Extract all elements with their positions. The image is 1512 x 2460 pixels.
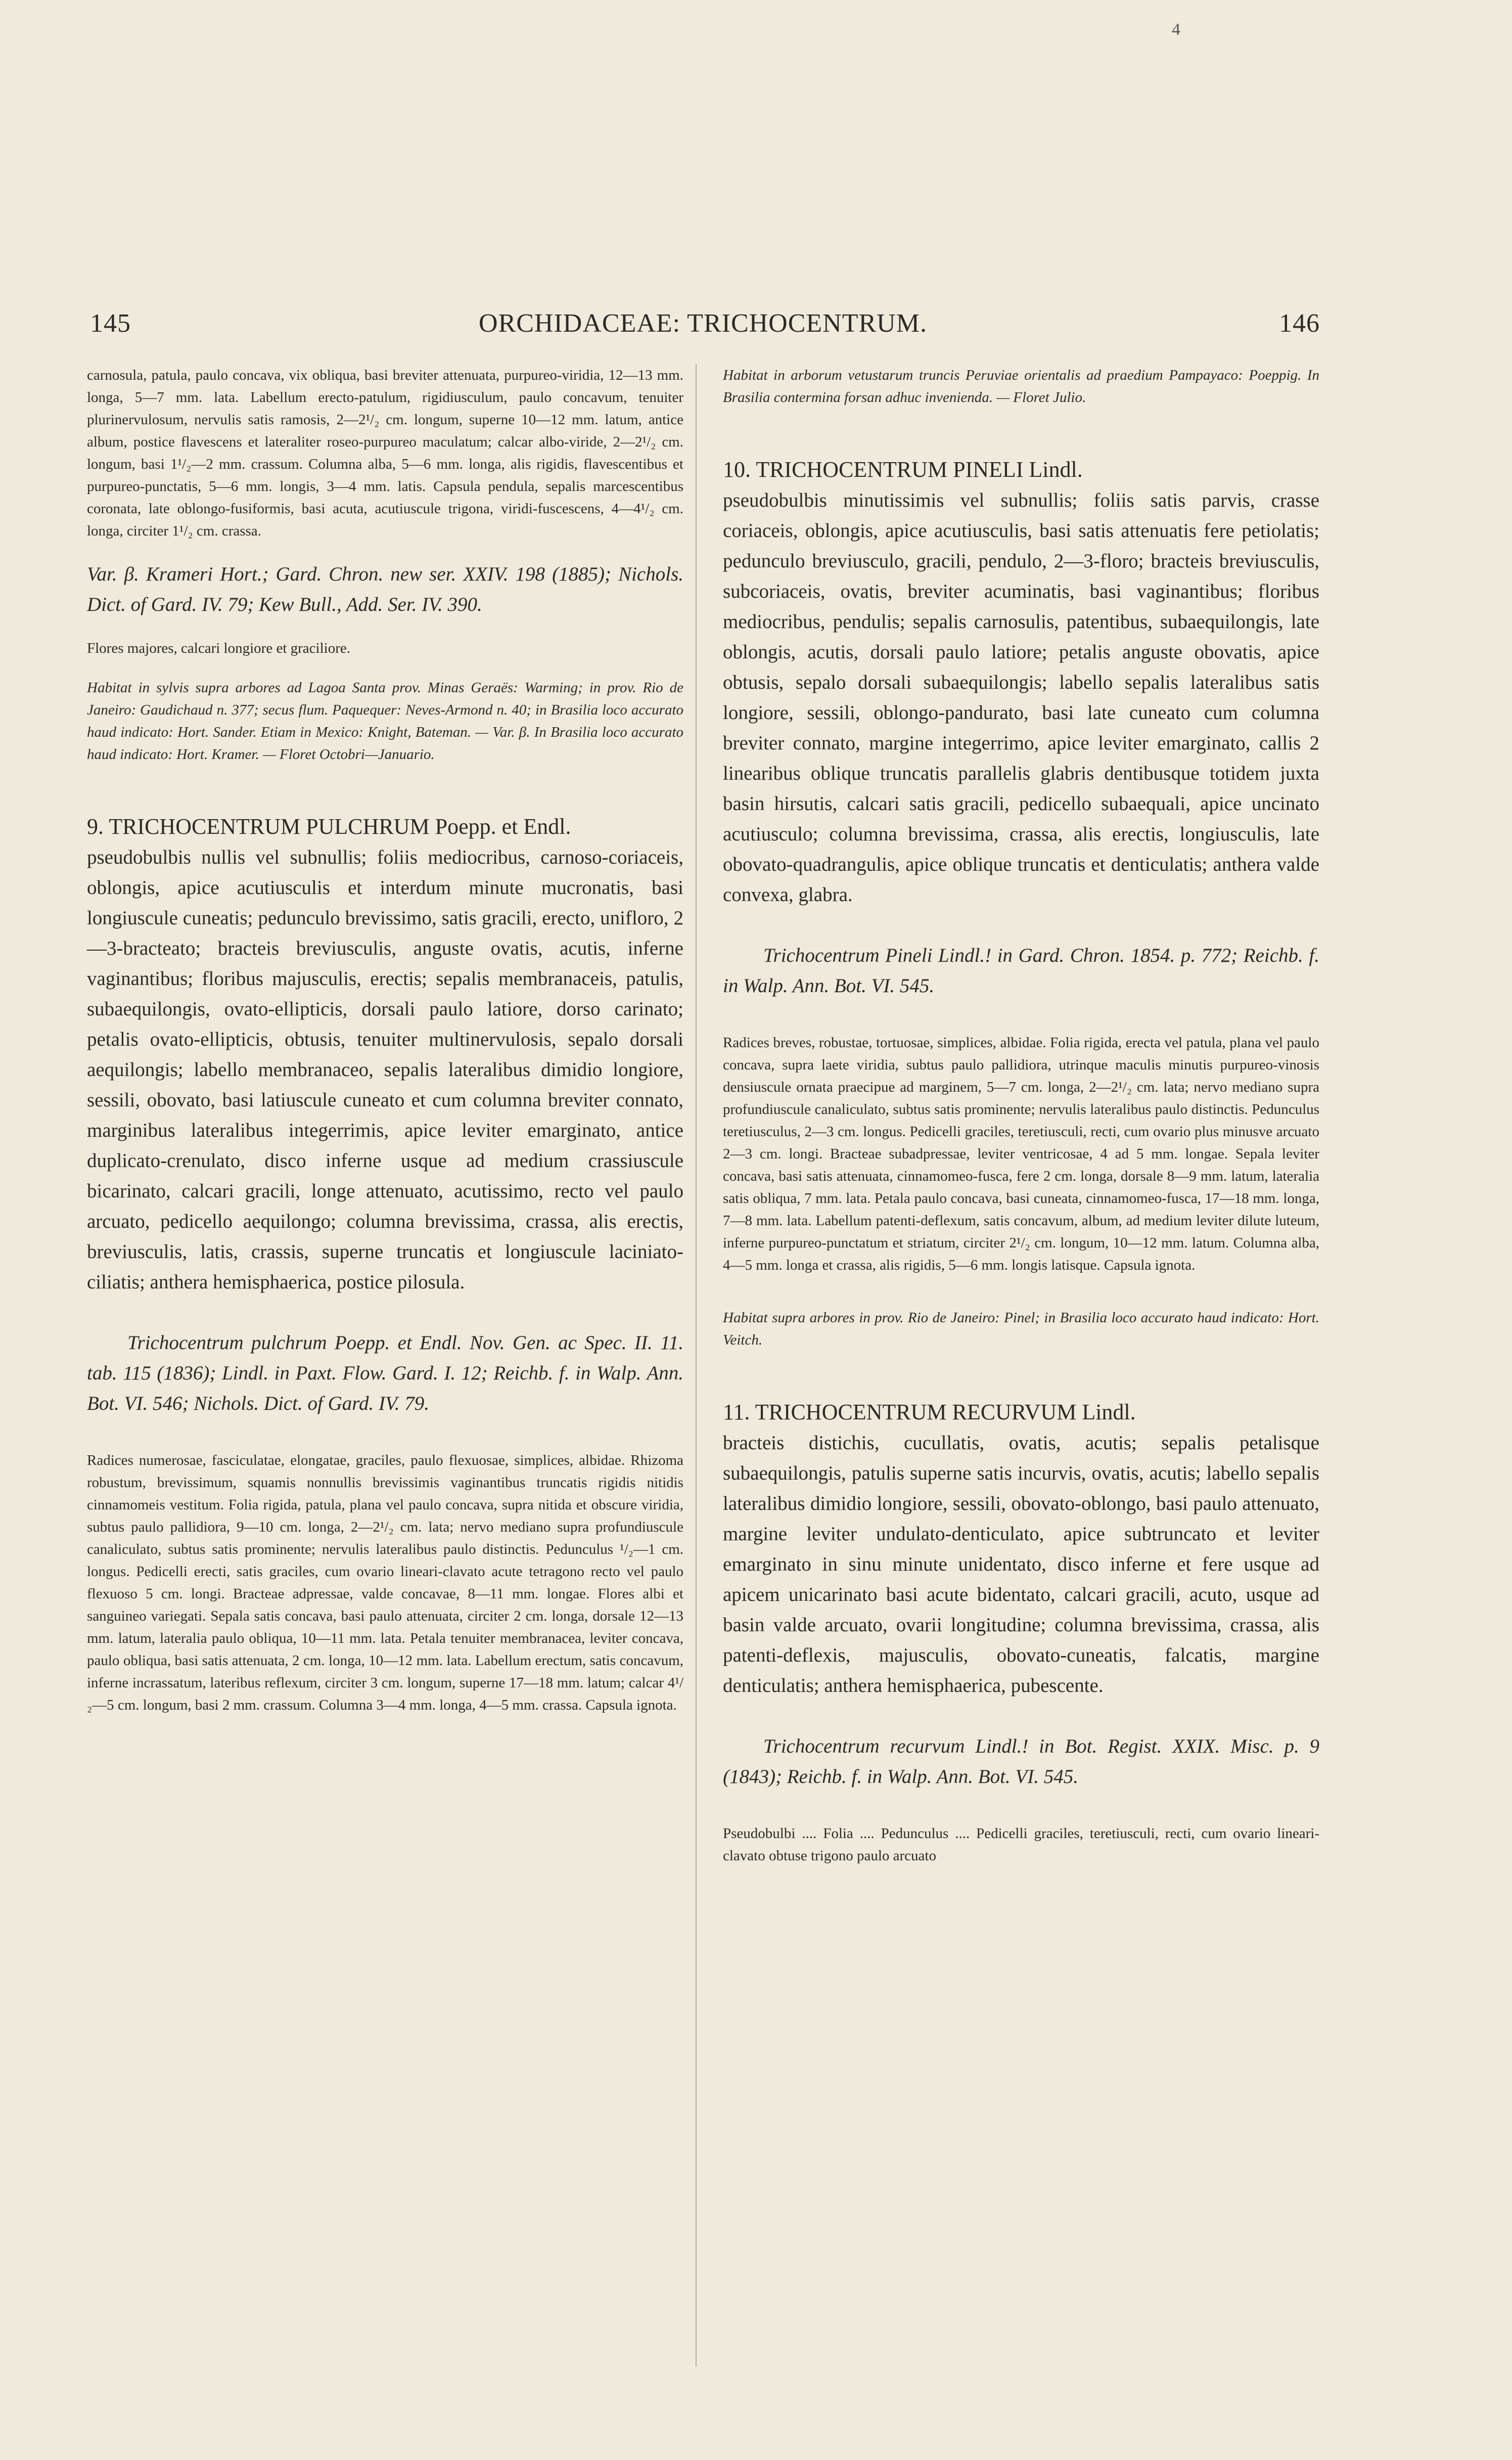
- species9-heading: 9. TRICHOCENTRUM PULCHRUM Poepp. et Endl.: [87, 814, 571, 839]
- left-column: [87, 364, 683, 1716]
- species11-description: bracteis distichis, cucullatis, ovatis, acutis; sepalis petalisque subaequilongis, patulis superne satis incurvis, ovatis, acutis; labello sepalis lateralibus dimidio longiore, sessili, obovato-oblongo, basi paulo attenuato, margine leviter undulato-denticulato, apice subtruncato et leviter emarginato in sinu minute unidentato, disco inferne et fere usque ad apicem unicarinato basi acute bidentato, calcari gracili, acuto, usque ad basin valde arcuato, ovarii longitudine; columna brevissima, crassa, alis patenti-deflexis, majusculis, obovato-cuneatis, falcatis, margine denticulatis; anthera hemisphaerica, pubescente.: [723, 1432, 1319, 1696]
- species9-description: pseudobulbis nullis vel subnullis; foliis mediocribus, carnoso-coriaceis, oblongis, apice acutiusculis et interdum minute mucronatis, basi longiuscule cuneatis; pedunculo brevissimo, satis gracili, erecto, unifloro, 2—3-bracteato; bracteis breviusculis, anguste ovatis, acutis, inferne vaginantibus; floribus majusculis, erectis; sepalis membranaceis, patulis, subaequilongis, ovato-ellipticis, dorsali paulo latiore, dorso carinato; petalis ovato-ellipticis, obtusis, tenuiter multinervulosis, sepalo dorsali aequilongis; labello membranaceo, sepalis lateralibus dimidio longiore, sessili, obovato, basi latiuscule cuneato et cum columna breviter connato, marginibus lateralibus integerrimis, apice leviter emarginato, antice duplicato-crenulato, disco inferne usque ad medium crassiuscule bicarinato, calcari gracili, longe attenuato, acutissimo, recto vel paulo arcuato, pedicello aequilongo; columna brevissima, crassa, alis erectis, breviusculis, latis, crassis, superne truncatis et longiuscule laciniato-ciliatis; anthera hemisphaerica, postice pilosula.: [87, 846, 683, 1293]
- species10-habitat: Habitat supra arbores in prov. Rio de Janeiro: Pinel; in Brasilia loco accurato haud indicato: Hort. Veitch.: [723, 1310, 1319, 1348]
- species11-detailed-description: Pseudobulbi .... Folia .... Pedunculus .... Pedicelli graciles, teretiusculi, recti, cum ovario lineari-clavato obtuse trigono paulo arcuato: [723, 1825, 1319, 1864]
- species8-continued-description: carnosula, patula, paulo concava, vix obliqua, basi breviter attenuata, purpureo-viridia, 12—13 mm. longa, 5—7 mm. lata. Labellum erecto-patulum, rigidiusculum, paulo concavum, tenuiter plurinervulosum, nervulis satis ramosis, 2—2¹/₂ cm. longum, superne 10—12 mm. latum, antice album, postice flavescens et lateraliter roseo-purpureo maculatum; calcar albo-viride, 2—2¹/₂ cm. longum, basi 1¹/₂—2 mm. crassum. Columna alba, 5—6 mm. longa, alis rigidis, flavescentibus et purpureo-punctatis, 5—6 mm. longis, 3—4 mm. latis. Capsula pendula, sepalis marcescentibus coronata, late oblongo-fusiformis, basi acuta, acutiuscule trigona, viridi-fuscescens, 4—4¹/₂ cm. longa, circiter 1¹/₂ cm. crassa.: [87, 367, 683, 539]
- header-title: ORCHIDACEAE: TRICHOCENTRUM.: [479, 309, 927, 338]
- species11-references: Trichocentrum recurvum Lindl.! in Bot. Regist. XXIX. Misc. p. 9 (1843); Reichb. f. in Walp. Ann. Bot. VI. 545.: [723, 1735, 1319, 1787]
- corner-mark: 4: [1172, 20, 1180, 39]
- species10-detailed-description: Radices breves, robustae, tortuosae, simplices, albidae. Folia rigida, erecta vel patula, plana vel paulo concava, supra laete viridia, subtus paulo pallidiora, utrinque maculis minutis purpureo-vinosis densiuscule ornata praecipue ad marginem, 5—7 cm. longa, 2—2¹/₂ cm. lata; nervo mediano supra profundiuscule canaliculato, subtus satis prominente; nervulis lateralibus paulo distinctis. Pedunculus teretiusculus, 2—3 cm. longus. Pedicelli graciles, teretiusculi, recti, cum ovario plus minusve arcuato 2—3 cm. longi. Bracteae subadpressae, leviter ventricosae, 4 ad 5 mm. longae. Sepala leviter concava, basi satis attenuata, cinnamomeo-fusca, fere 2 cm. longa, dorsale 8—9 mm. latum, lateralia satis obliqua, 7 mm. lata. Petala paulo concava, basi cuneata, cinnamomeo-fusca, 17—18 mm. longa, 7—8 mm. lata. Labellum patenti-deflexum, satis concavum, album, ad medium leviter dilute luteum, inferne purpureo-punctatum et striatum, circiter 2¹/₂ cm. longum, 10—12 mm. latum. Columna alba, 4—5 mm. longa et crassa, alis rigidis, 5—6 mm. longis latisque. Capsula ignota.: [723, 1035, 1319, 1273]
- species10-heading: 10. TRICHOCENTRUM PINELI Lindl.: [723, 457, 1083, 482]
- variety-krameri: Var. β. Krameri Hort.; Gard. Chron. new ser. XXIV. 198 (1885); Nichols. Dict. of Gard. IV. 79; Kew Bull., Add. Ser. IV. 390.: [87, 563, 683, 615]
- variety-flores-note: Flores majores, calcari longiore et graciliore.: [87, 640, 350, 656]
- running-header: [86, 308, 1320, 349]
- species9-detailed-description: Radices numerosae, fasciculatae, elongatae, graciles, paulo flexuosae, simplices, albidae. Rhizoma robustum, brevissimum, squamis nonnullis brevissimis vaginantibus truncatis rigidis nitidis cinnamomeis vestitum. Folia rigida, patula, plana vel paulo concava, supra nitida et obscure viridia, subtus paulo pallidiora, 9—10 cm. longa, 2—2¹/₂ cm. lata; nervo mediano supra profundiuscule canaliculato, subtus satis prominente; nervulis lateralibus paulo distinctis. Pedunculus ¹/₂—1 cm. longus. Pedicelli erecti, satis graciles, cum ovario lineari-clavato acute tetragono recto vel paulo flexuoso 5 cm. longi. Bracteae adpressae, valde concavae, 8—11 mm. longae. Flores albi et sanguineo variegati. Sepala satis concava, basi paulo attenuata, circiter 2 cm. longa, dorsale 12—13 mm. latum, lateralia paulo obliqua, 10—11 mm. lata. Petala tenuiter membranacea, leviter concava, paulo obliqua, basi satis attenuata, 2 cm. longa, 10—12 mm. lata. Labellum erectum, satis concavum, inferne incrassatum, lateribus reflexum, circiter 3 cm. longum, superne 17—18 mm. latum; calcar 4¹/₂—5 cm. longum, basi 2 mm. crassum. Columna 3—4 mm. longa, 4—5 mm. crassa. Capsula ignota.: [87, 1452, 683, 1713]
- right-column: [723, 364, 1319, 1867]
- column-divider: [696, 364, 697, 2366]
- species8-habitat: Habitat in sylvis supra arbores ad Lagoa Santa prov. Minas Geraës: Warming; in prov. Rio de Janeiro: Gaudichaud n. 377; secus flum. Paquequer: Neves-Armond n. 40; in Brasilia loco accurato haud indicato: Hort. Sander. Etiam in Mexico: Knight, Bateman. — Var. β. In Brasilia loco accurato haud indicato: Hort. Kramer. — Floret Octobri—Januario.: [87, 680, 683, 763]
- species9-habitat: Habitat in arborum vetustarum truncis Peruviae orientalis ad praedium Pampayaco: Poeppig. In Brasilia contermina forsan adhuc invenienda. — Floret Julio.: [723, 367, 1319, 406]
- species11-heading: 11. TRICHOCENTRUM RECURVUM Lindl.: [723, 1400, 1136, 1424]
- species9-references: Trichocentrum pulchrum Poepp. et Endl. Nov. Gen. ac Spec. II. 11. tab. 115 (1836); Lindl. in Paxt. Flow. Gard. I. 12; Reichb. f. in Walp. Ann. Bot. VI. 546; Nichols. Dict. of Gard. IV. 79.: [87, 1332, 683, 1414]
- species10-description: pseudobulbis minutissimis vel subnullis; foliis satis parvis, crasse coriaceis, oblongis, apice acutiusculis, basi satis attenuatis fere petiolatis; pedunculo breviusculo, gracili, pendulo, 2—3-floro; bracteis breviusculis, subcoriaceis, ovatis, breviter acuminatis, basi vaginantibus; floribus mediocribus, pendulis; sepalis carnosulis, patentibus, subaequilongis, late oblongis, acutis, dorsali paulo latiore; petalis anguste obovatis, apice obtusis, sepalo dorsali subaequilongis; labello sepalis lateralibus satis longiore, sessili, oblongo-pandurato, basi late cuneato cum columna breviter connato, margine integerrimo, apice leviter emarginato, callis 2 linearibus oblique truncatis parallelis glabris dentibusque totidem juxta basin hirsutis, calcari satis gracili, pedicello subaequali, apice uncinato acutiusculo; columna brevissima, crassa, alis erectis, longiusculis, late obovato-quadrangulis, apice oblique truncatis et denticulatis; anthera valde convexa, glabra.: [723, 489, 1319, 906]
- page-number-right: 146: [1279, 309, 1320, 338]
- page-number-left: 145: [90, 309, 131, 338]
- species10-references: Trichocentrum Pineli Lindl.! in Gard. Chron. 1854. p. 772; Reichb. f. in Walp. Ann. Bot. VI. 545.: [723, 945, 1319, 997]
